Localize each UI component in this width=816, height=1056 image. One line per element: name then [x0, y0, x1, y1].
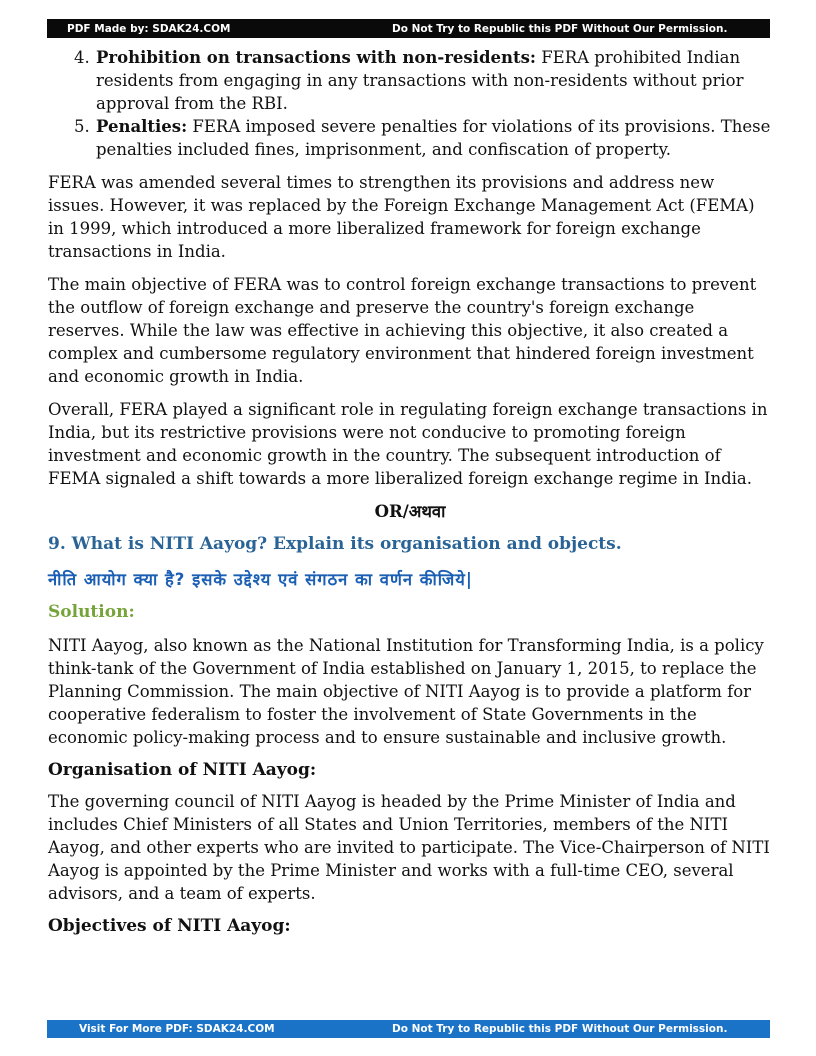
- footer-right-text: Do Not Try to Republic this PDF Without Our Permission.: [392, 1023, 728, 1035]
- or-divider: OR/अथवा: [374, 502, 446, 521]
- solution-text: NITI Aayog, also known as the National Institution for Transforming India, is a policy think-tank of the Government of India established on January 1, 2015, to replace the Planning Commission. The main objective of NITI Aayog is to provide a platform for cooperative federalism to foster the involvement of State Governments in the economic policy-making process and to ensure sustainable and inclusive growth.: [48, 636, 764, 747]
- objectives-heading: Objectives of NITI Aayog:: [48, 916, 291, 936]
- header-left-text: PDF Made by: SDAK24.COM: [67, 22, 231, 35]
- list-item: [48, 115, 772, 161]
- paragraph: FERA was amended several times to strengthen its provisions and address new issues. However, it was replaced by the Foreign Exchange Management Act (FEMA) in 1999, which introduced a more liberalized framework for foreign exchange transactions in India.: [48, 173, 755, 261]
- header-right-text: Do Not Try to Republic this PDF Without Our Permission.: [392, 22, 728, 35]
- solution-label: Solution:: [48, 602, 135, 622]
- list-item-number: 5.: [74, 117, 90, 136]
- list-item-term: Penalties:: [96, 117, 188, 136]
- list-item-text: FERA imposed severe penalties for violations of its provisions. These penalties included fines, imprisonment, and confiscation of property.: [96, 117, 771, 159]
- page-content: [48, 46, 772, 946]
- list-item-term: Prohibition on transactions with non-residents:: [96, 48, 536, 67]
- footer-bar: [47, 1020, 770, 1038]
- list-item: [48, 46, 772, 115]
- organisation-text: The governing council of NITI Aayog is headed by the Prime Minister of India and includes Chief Ministers of all States and Union Territories, members of the NITI Aayog, and other experts who are invited to participate. The Vice-Chairperson of NITI Aayog is appointed by the Prime Minister and works with a full-time CEO, several advisors, and a team of experts.: [48, 792, 770, 903]
- list-item-number: 4.: [74, 48, 90, 67]
- paragraph: Overall, FERA played a significant role in regulating foreign exchange transactions in India, but its restrictive provisions were not conducive to promoting foreign investment and economic growth in the country. The subsequent introduction of FEMA signaled a shift towards a more liberalized foreign exchange regime in India.: [48, 400, 768, 488]
- list-item-text: FERA prohibited Indian residents from engaging in any transactions with non-residents without prior approval from the RBI.: [96, 48, 744, 113]
- paragraph: The main objective of FERA was to control foreign exchange transactions to prevent the outflow of foreign exchange and preserve the country's foreign exchange reserves. While the law was effective in achieving this objective, it also created a complex and cumbersome regulatory environment that hindered foreign investment and economic growth in India.: [48, 275, 757, 386]
- numbered-list: [48, 46, 772, 161]
- question-hindi: नीति आयोग क्या है? इसके उद्देश्य एवं संगठन का वर्णन कीजिये|: [48, 570, 473, 589]
- footer-left-text[interactable]: Visit For More PDF: SDAK24.COM: [79, 1023, 275, 1035]
- header-bar: [47, 19, 770, 38]
- organisation-heading: Organisation of NITI Aayog:: [48, 760, 317, 780]
- question-heading: 9. What is NITI Aayog? Explain its organisation and objects.: [48, 534, 622, 554]
